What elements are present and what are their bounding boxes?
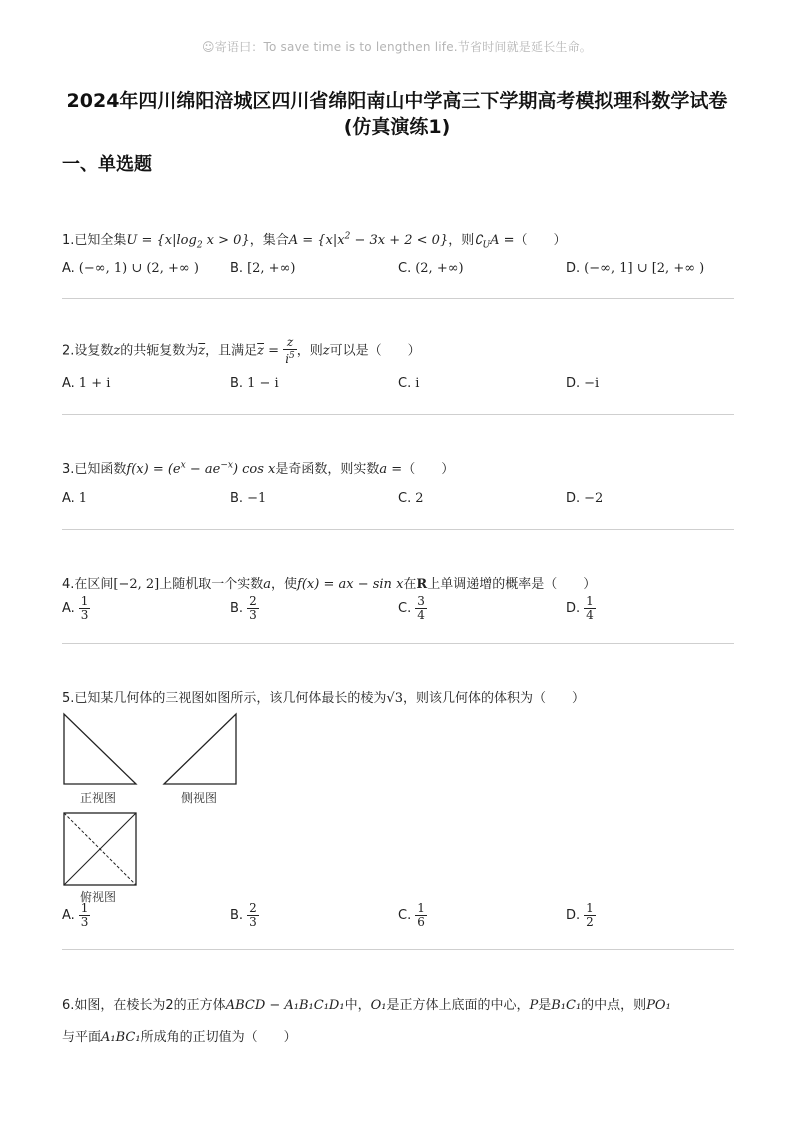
side-view-shape xyxy=(164,714,236,784)
q1-option-d[interactable]: D. (−∞, 1] ∪ [2, +∞ ) xyxy=(566,261,705,276)
q1-option-a[interactable]: A. (−∞, 1) ∪ (2, +∞ ) xyxy=(62,261,199,276)
question-4-stem: 4.在区间[−2, 2]上随机取一个实数a，使f(x) = ax − sin x在R上单调递增的概率是（ ） xyxy=(62,577,597,592)
q2-option-d[interactable]: D. −i xyxy=(566,376,600,391)
top-view-label: 俯视图 xyxy=(80,890,117,904)
q5-option-a[interactable]: A. $\frac{1}{3}$ xyxy=(62,901,89,929)
q2-fraction: $\frac{z}{i^5}$ xyxy=(285,335,295,366)
q5-option-d[interactable]: D. $\frac{1}{2}$ xyxy=(566,901,594,929)
q2-option-a[interactable]: A. 1 + i xyxy=(62,376,111,391)
q1-option-b[interactable]: B. [2, +∞) xyxy=(230,261,296,276)
question-2-stem: 2.设复数z的共轭复数为$\overline{z}$，且满足$\overline{z}$ = $\frac{z}{i^5}$ ，则z可以是（ ） xyxy=(62,335,421,366)
question-6-stem-line1: 6.如图，在棱长为2的正方体ABCD − A₁B₁C₁D₁中，O₁是正方体上底面的中心，P是B₁C₁的中点，则PO₁ xyxy=(62,998,671,1013)
divider xyxy=(62,643,734,644)
q1-text-prefix: 1.已知全集 xyxy=(62,233,127,248)
q5-option-c[interactable]: C. $\frac{1}{6}$ xyxy=(398,901,425,929)
q3-option-d[interactable]: D. −2 xyxy=(566,491,604,506)
watermark-text: ☺寄语曰：To save time is to lengthen life.节省时间就是延长生命。 xyxy=(202,40,592,54)
q1-text-mid1: ，集合 xyxy=(249,233,289,248)
q4-option-b[interactable]: B. $\frac{2}{3}$ xyxy=(230,594,257,622)
q4-option-d[interactable]: D. $\frac{1}{4}$ xyxy=(566,594,594,622)
q1-option-c[interactable]: C. (2, +∞) xyxy=(398,261,464,276)
section-heading: 一、单选题 xyxy=(62,154,152,175)
q1-text-suffix: =（ ） xyxy=(499,233,567,248)
q3-option-c[interactable]: C. 2 xyxy=(398,491,424,506)
q4-option-c[interactable]: C. $\frac{3}{4}$ xyxy=(398,594,425,622)
exam-title-line1: 2024年四川绵阳涪城区四川省绵阳南山中学高三下学期高考模拟理科数学试卷 xyxy=(66,90,728,112)
q3-function: $f(x) = (e^x - ae^{-x})$ cos x xyxy=(126,460,276,477)
q1-math-complement: $∁_UA$ xyxy=(474,233,500,251)
divider xyxy=(62,414,734,415)
question-1-stem xyxy=(62,229,567,251)
exam-title-line2: (仿真演练1) xyxy=(343,116,451,138)
front-view-label: 正视图 xyxy=(80,791,117,805)
divider xyxy=(62,529,734,530)
question-6-stem-line2: 与平面A₁BC₁所成角的正切值为（ ） xyxy=(62,1030,297,1045)
question-3-stem: 3.已知函数$f(x) = (e^x - ae^{-x})$ cos x是奇函数，则实数a =（ ） xyxy=(62,460,455,477)
exam-title xyxy=(0,88,794,140)
q1-math-A: $A = \{x|x^2 - 3x + 2 < 0\}$ xyxy=(288,231,449,248)
q3-option-b[interactable]: B. −1 xyxy=(230,491,267,506)
q4-option-a[interactable]: A. $\frac{1}{3}$ xyxy=(62,594,89,622)
divider xyxy=(62,949,734,950)
three-view-figure xyxy=(60,710,245,905)
q5-option-b[interactable]: B. $\frac{2}{3}$ xyxy=(230,901,257,929)
divider xyxy=(62,298,734,299)
q1-text-mid2: ，则 xyxy=(448,233,475,248)
side-view-label: 侧视图 xyxy=(181,791,218,805)
q2-option-b[interactable]: B. 1 − i xyxy=(230,376,279,391)
q2-option-c[interactable]: C. i xyxy=(398,376,420,391)
q1-math-U: $U = \{x|\log_2$ x > 0} xyxy=(126,233,250,251)
front-view-shape xyxy=(64,714,136,784)
q3-option-a[interactable]: A. 1 xyxy=(62,491,88,506)
question-5-stem: 5.已知某几何体的三视图如图所示，该几何体最长的棱为√3，则该几何体的体积为（ ） xyxy=(62,691,585,706)
